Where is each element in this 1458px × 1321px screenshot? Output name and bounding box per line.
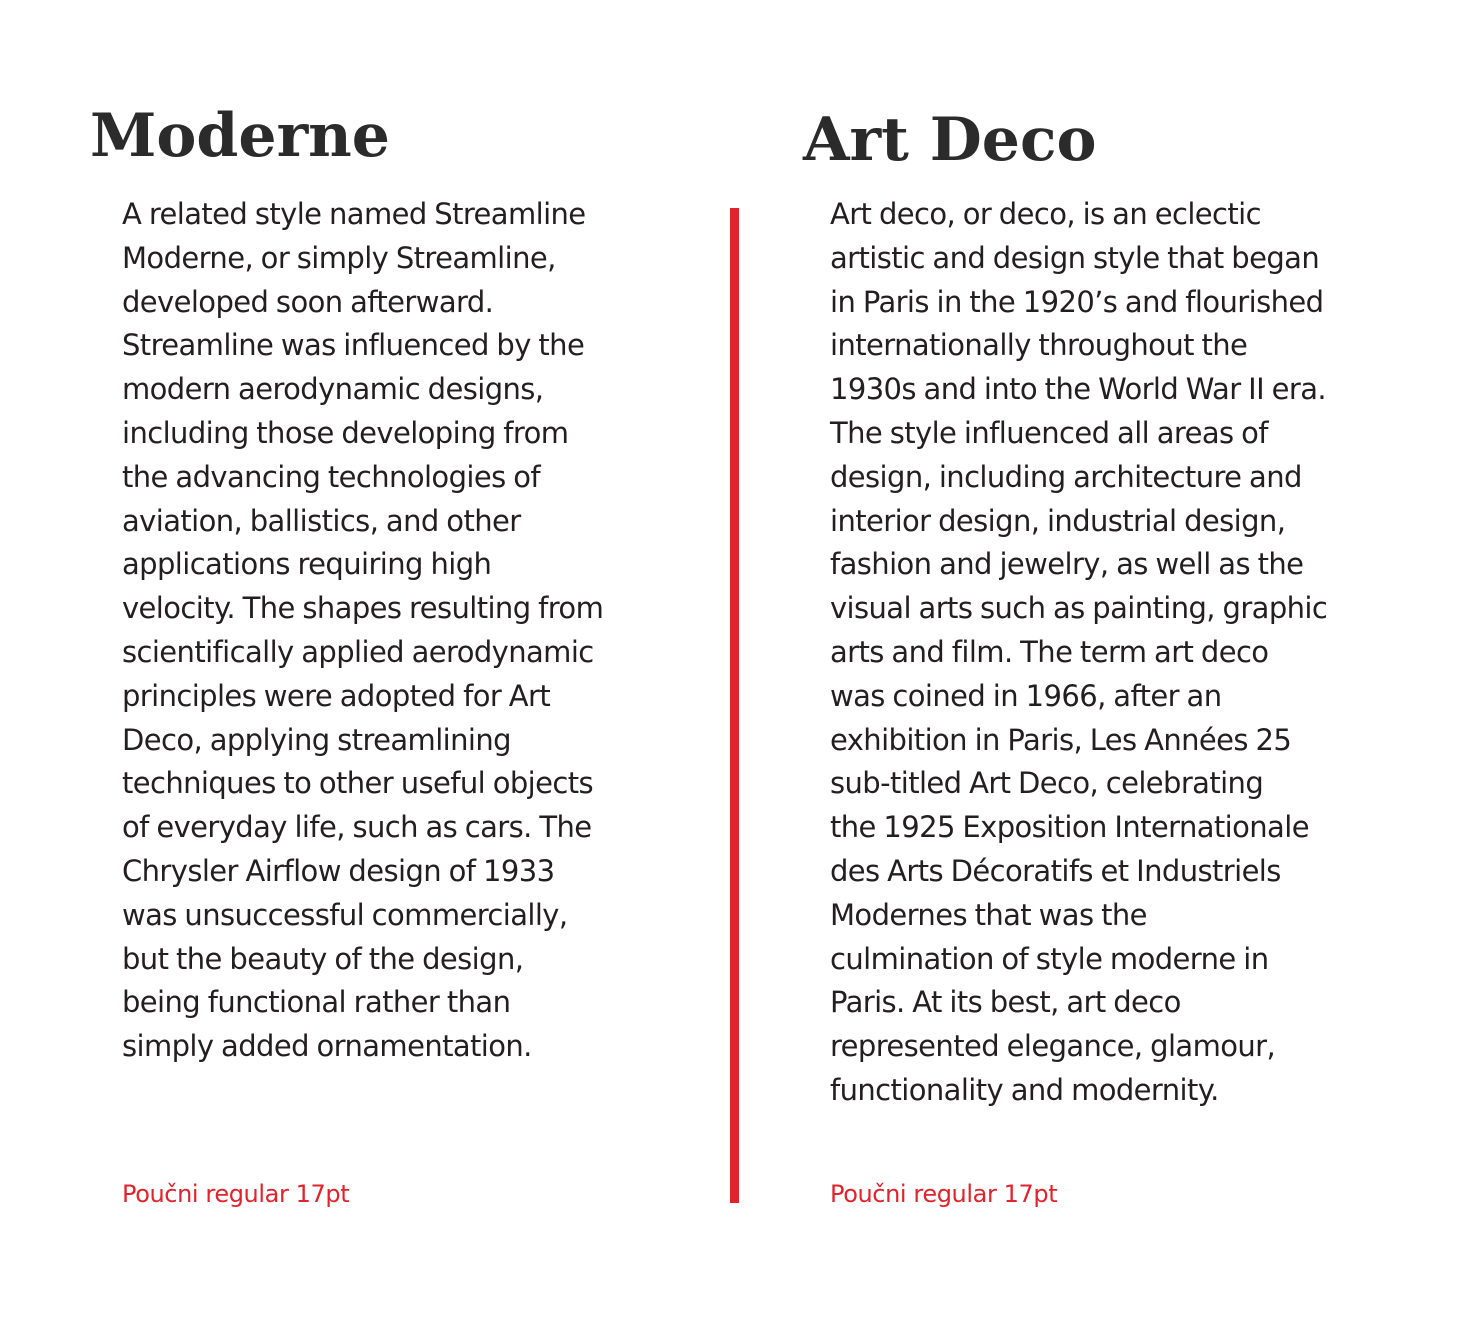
- body-text-moderne: A related style named Streamline Moderne, or simply Streamline, developed soon afterward. Streamline was influenced by the modern aerodynamic designs, including those developing from the advancing technologies of aviation, ballistics, and other applications requiring high velocity. The shapes resulting from scientifically applied aerodynamic principles were adopted for Art Deco, applying streamlining techniques to other useful objects of everyday life, such as cars. The Chrysler Airflow design of 1933 was unsuccessful commercially, but the beauty of the design, being functional rather than simply added ornamentation.: [122, 197, 604, 1064]
- font-caption-left: Poučni regular 17pt: [122, 1180, 350, 1208]
- heading-moderne: Moderne: [90, 101, 390, 171]
- font-caption-right: Poučni regular 17pt: [830, 1180, 1058, 1208]
- column-divider: [730, 208, 739, 1203]
- body-text-art-deco: Art deco, or deco, is an eclectic artistic and design style that began in Paris in the 1920’s and flourished internationally throughout the 1930s and into the World War II era. The style influenced all areas of design, including architecture and interior design, industrial design, fashion and jewelry, as well as the visual arts such as painting, graphic arts and film. The term art deco was coined in 1966, after an exhibition in Paris, Les Années 25 sub-titled Art Deco, celebrating the 1925 Exposition Internationale des Arts Décoratifs et Industriels Modernes that was the culmination of style moderne in Paris. At its best, art deco represented elegance, glamour, functionality and modernity.: [830, 197, 1328, 1107]
- heading-art-deco: Art Deco: [803, 105, 1097, 175]
